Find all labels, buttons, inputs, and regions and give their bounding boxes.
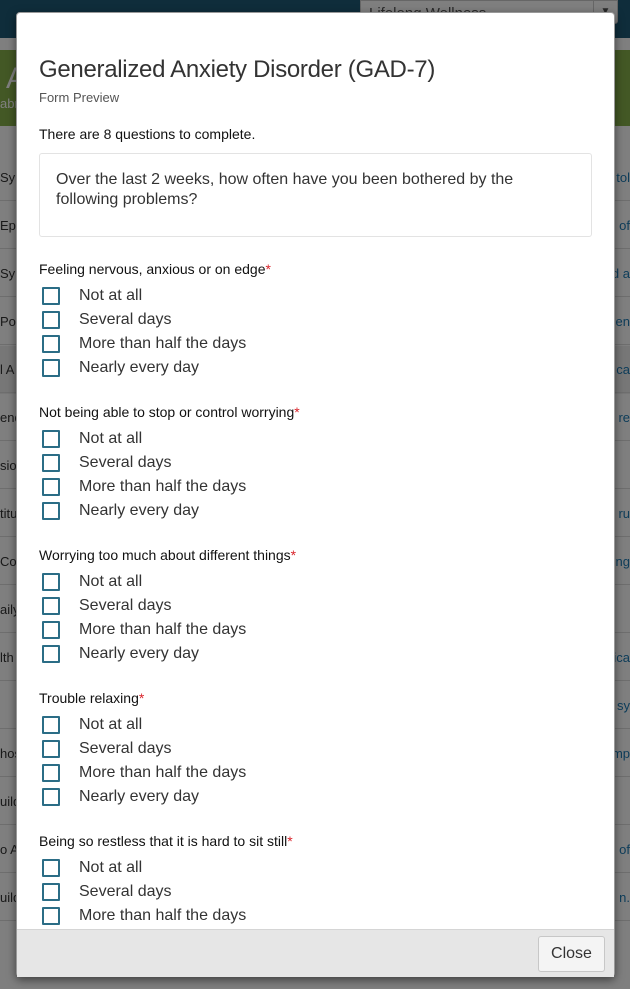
option-checkbox[interactable] xyxy=(42,907,60,925)
form-subtitle: Form Preview xyxy=(39,90,120,105)
option-row[interactable] xyxy=(39,618,592,642)
question-text: Feeling nervous, anxious or on edge xyxy=(39,261,266,277)
option-row[interactable] xyxy=(39,785,592,809)
required-marker: * xyxy=(265,261,271,277)
question-text: Worrying too much about different things xyxy=(39,547,291,563)
modal-body xyxy=(17,13,614,929)
option-checkbox[interactable] xyxy=(42,621,60,639)
question-label xyxy=(39,260,592,278)
option-checkbox[interactable] xyxy=(42,573,60,591)
option-label: Not at all xyxy=(79,287,143,304)
option-row[interactable] xyxy=(39,856,592,880)
option-label: Not at all xyxy=(79,430,143,447)
question xyxy=(39,546,592,666)
option-checkbox[interactable] xyxy=(42,430,60,448)
option-label: Nearly every day xyxy=(79,645,200,662)
option-checkbox[interactable] xyxy=(42,645,60,663)
option-checkbox[interactable] xyxy=(42,359,60,377)
option-label: More than half the days xyxy=(79,335,247,352)
option-row[interactable] xyxy=(39,880,592,904)
required-marker: * xyxy=(290,547,297,563)
option-label: Not at all xyxy=(79,573,143,590)
form-preview-modal xyxy=(16,12,615,977)
option-row[interactable] xyxy=(39,642,592,666)
option-checkbox[interactable] xyxy=(42,502,60,520)
option-checkbox[interactable] xyxy=(42,859,60,877)
option-label: More than half the days xyxy=(79,621,247,638)
option-row[interactable] xyxy=(39,904,592,928)
required-marker: * xyxy=(138,690,145,706)
question-label xyxy=(39,689,592,707)
option-row[interactable] xyxy=(39,594,592,618)
option-row[interactable] xyxy=(39,761,592,785)
options-group xyxy=(39,713,592,809)
option-row[interactable] xyxy=(39,356,592,380)
modal-footer xyxy=(17,929,614,977)
question-text: Trouble relaxing xyxy=(39,690,139,706)
option-label: Several days xyxy=(79,597,172,614)
option-checkbox[interactable] xyxy=(42,764,60,782)
option-label: More than half the days xyxy=(79,907,247,924)
option-checkbox[interactable] xyxy=(42,311,60,329)
option-row[interactable] xyxy=(39,427,592,451)
option-row[interactable] xyxy=(39,737,592,761)
question xyxy=(39,403,592,523)
required-marker: * xyxy=(294,404,300,420)
questions-list xyxy=(39,260,592,952)
option-label: Nearly every day xyxy=(79,359,200,376)
question-label xyxy=(39,403,592,421)
options-group xyxy=(39,284,592,380)
option-label: Several days xyxy=(79,740,172,757)
option-checkbox[interactable] xyxy=(42,788,60,806)
required-marker: * xyxy=(287,833,293,849)
option-checkbox[interactable] xyxy=(42,478,60,496)
option-row[interactable] xyxy=(39,332,592,356)
instruction-box xyxy=(39,153,592,237)
option-label: More than half the days xyxy=(79,478,247,495)
option-row[interactable] xyxy=(39,451,592,475)
question-text: Being so restless that it is hard to sit still xyxy=(39,833,288,849)
option-label: More than half the days xyxy=(79,764,247,781)
question-label xyxy=(39,832,592,850)
option-label: Several days xyxy=(79,454,172,471)
option-row[interactable] xyxy=(39,475,592,499)
question xyxy=(39,260,592,380)
option-label: Not at all xyxy=(79,716,143,733)
option-checkbox[interactable] xyxy=(42,597,60,615)
option-checkbox[interactable] xyxy=(42,454,60,472)
instruction-text: Over the last 2 weeks, how often have you been bothered by the following problems? xyxy=(56,171,514,208)
option-row[interactable] xyxy=(39,284,592,308)
form-title: Generalized Anxiety Disorder (GAD-7) xyxy=(39,56,436,83)
option-checkbox[interactable] xyxy=(42,335,60,353)
option-checkbox[interactable] xyxy=(42,740,60,758)
option-row[interactable] xyxy=(39,713,592,737)
close-button[interactable]: Close xyxy=(538,936,605,972)
options-group xyxy=(39,427,592,523)
option-label: Nearly every day xyxy=(79,502,200,519)
option-checkbox[interactable] xyxy=(42,716,60,734)
question xyxy=(39,689,592,809)
option-checkbox[interactable] xyxy=(42,883,60,901)
option-label: Several days xyxy=(79,311,172,328)
option-label: Several days xyxy=(79,883,172,900)
options-group xyxy=(39,570,592,666)
option-label: Nearly every day xyxy=(79,788,200,805)
option-row[interactable] xyxy=(39,308,592,332)
questions-count: There are 8 questions to complete. xyxy=(39,126,256,142)
option-row[interactable] xyxy=(39,499,592,523)
option-label: Not at all xyxy=(79,859,143,876)
option-row[interactable] xyxy=(39,570,592,594)
option-checkbox[interactable] xyxy=(42,287,60,305)
question-label xyxy=(39,546,592,564)
question-text: Not being able to stop or control worrying xyxy=(39,404,295,420)
